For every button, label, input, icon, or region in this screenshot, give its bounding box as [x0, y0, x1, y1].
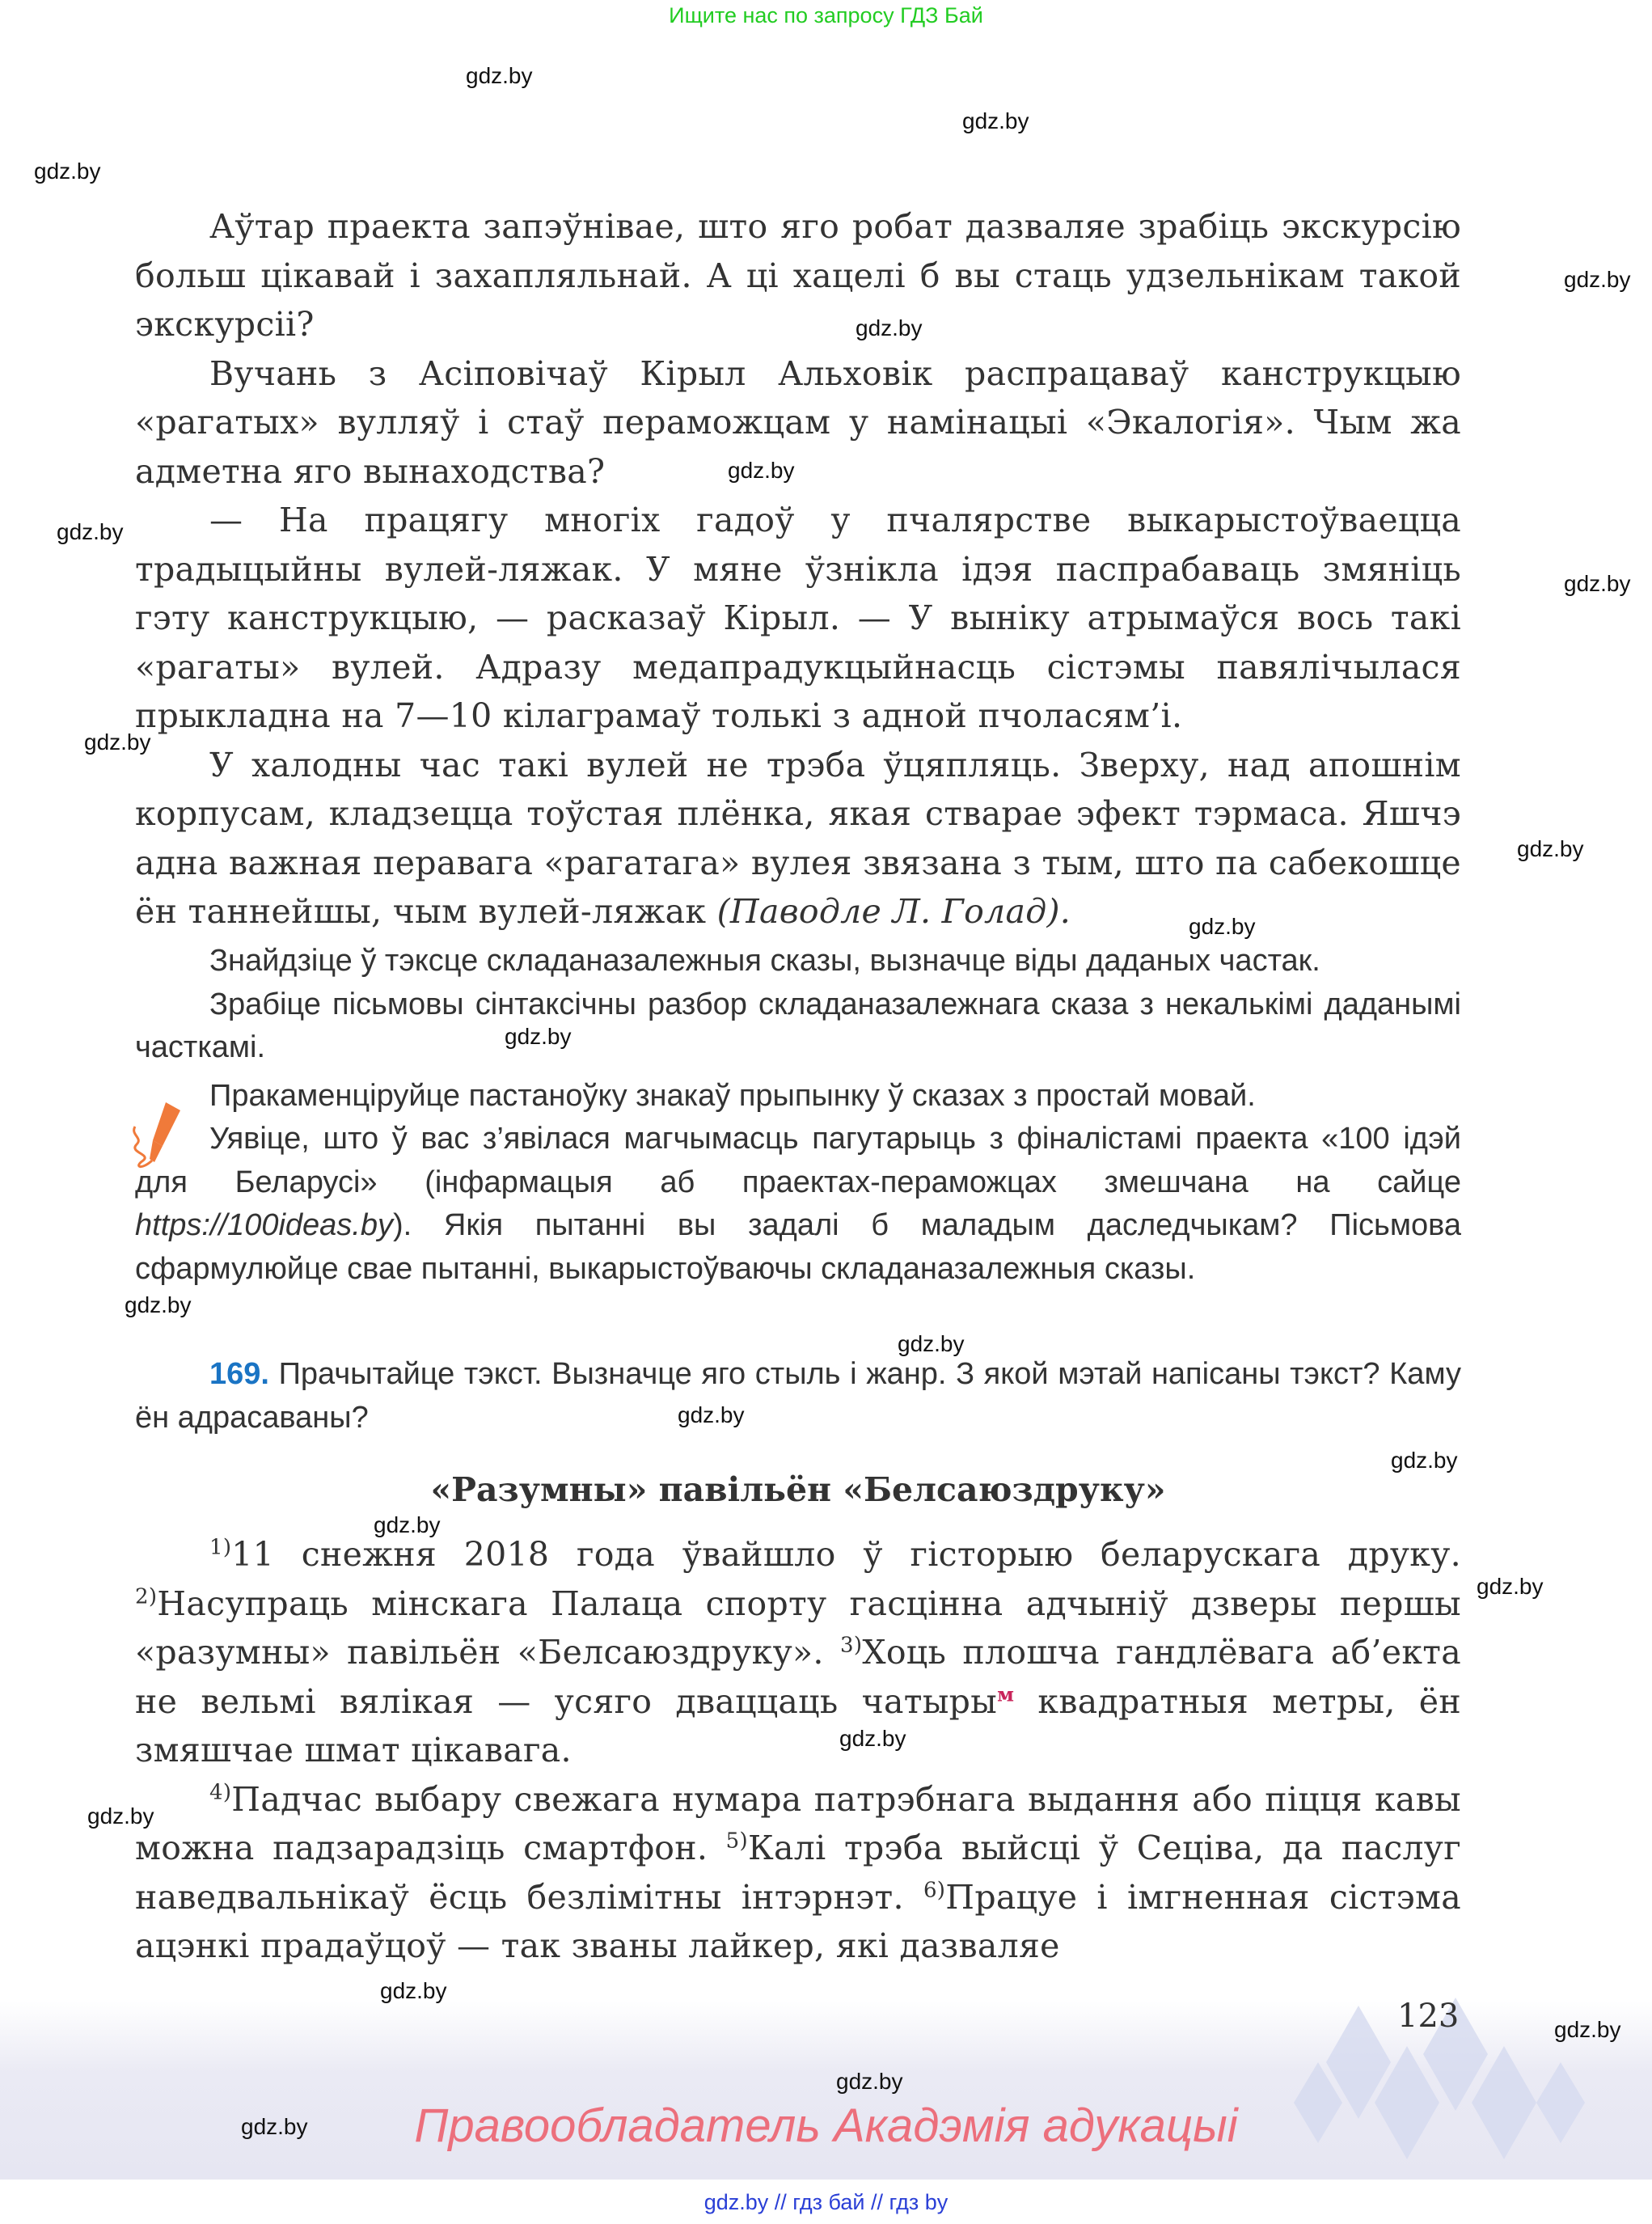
article-text-top: [135, 202, 1461, 937]
watermark: gdz.by: [505, 1024, 572, 1049]
watermark: gdz.by: [34, 159, 101, 184]
watermark: gdz.by: [856, 315, 923, 340]
bottom-links[interactable]: gdz.by // гдз бай // гдз by: [703, 2190, 949, 2214]
watermark: gdz.by: [1554, 2017, 1621, 2042]
watermark: gdz.by: [87, 1803, 154, 1829]
watermark: gdz.by: [1477, 1574, 1544, 1599]
exercise-number: 169.: [209, 1357, 269, 1391]
watermark: gdz.by: [1564, 571, 1631, 596]
top-banner: Ищите нас по запросу ГДЗ Бай: [669, 3, 983, 27]
paragraph: [135, 741, 1461, 937]
article-title: «Разумны» павільён «Белсаюздруку»: [430, 1470, 1166, 1509]
paragraph-text: У халодны час такі вулей не трэба ўцяпляць. Зверху, над апошнім корпусам, кладзецца тоўстая плёнка, якая стварае эфект тэрмаса. Яшчэ адна важная перавага «рагатага» вулея звязана з тым, што па сабекошце ён таннейшы, чым вулей-ляжак: [135, 745, 1461, 931]
watermark: gdz.by: [241, 2114, 308, 2139]
source-attribution: (Паводле Л. Голад).: [716, 892, 1071, 931]
watermark: gdz.by: [898, 1331, 965, 1356]
watermark: gdz.by: [380, 1978, 447, 2003]
watermark: gdz.by: [1189, 914, 1256, 939]
marker-m: м: [997, 1681, 1015, 1706]
page-number: 123: [1397, 1998, 1460, 2035]
paragraph: — На працягу многіх гадоў у пчалярстве выкарыстоўваецца традыцыйны вулей-ляжак. У мяне ўзнікла ідэя паспрабаваць змяніць гэту канструкцыю, — расказаў Кірыл. — У выніку атрымаўся вось такі «рагаты» вулей. Адразу медапрадукцыйнасць сістэмы павялічылася прыкладна на 7—10 кілаграмаў толькі з адной пчоласям’і.: [135, 501, 1461, 735]
paragraph: Аўтар праекта запэўнівае, што яго робат дазваляе зрабіць экскурсію больш цікавай і захапляльнай. А ці хацелі б вы стаць удзельнікам такой экскурсіі?: [135, 207, 1461, 344]
exercise-instruction: 169. Прачытайце тэкст. Вызначце яго стыль і жанр. З якой мэтай напісаны тэкст? Каму ён адрасаваны?: [135, 1357, 1461, 1435]
copyright-notice: Правообладатель Акадэмія адукацыі: [414, 2099, 1238, 2152]
site-link[interactable]: https://100ideas.by: [135, 1208, 393, 1242]
watermark: gdz.by: [125, 1292, 192, 1317]
task-item: Зрабіце пісьмовы сінтаксічны разбор складаназалежнага сказа з некалькімі даданымі часткамі.: [135, 987, 1461, 1064]
task-item: Пракаменціруйце пастаноўку знакаў прыпынку ў сказах з простай мовай.: [209, 1078, 1256, 1113]
task-list: [135, 940, 1461, 1291]
watermark: gdz.by: [84, 729, 151, 755]
watermark: gdz.by: [466, 63, 533, 88]
watermark: gdz.by: [1391, 1448, 1458, 1473]
watermark: gdz.by: [728, 458, 795, 483]
task-item: Знайдзіце ў тэксце складаназалежныя сказы, вызначце віды даданых частак.: [209, 944, 1320, 978]
pen-icon: [125, 1096, 198, 1177]
watermark: gdz.by: [962, 108, 1029, 133]
article-text-bottom: $^{1)}$11 снежня 2018 года ўвайшло ў гісторыю беларускага друку. $^{2)}$Насупраць мінскага Палаца спорту гасцінна адчыніў дзверы першы «разумны» павільён «Белсаюздруку». $^{3)}$Хоць плошча гандлёвага аб’екта не вельмі вялікая — усяго дваццаць чатыры$^м$ квадратныя метры, ён змяшчае шмат цікавага. $^{4)}$Падчас выбару свежага нумара патрэбнага выдання або піцця кавы можна падзарадзіць смартфон. $^{5)}$Калі трэба выйсці ў Сеціва, да паслуг наведвальнікаў ёсць безлімітны інтэрнэт. $^{6)}$Працуе і імгненная сістэма ацэнкі прадаўцоў — так званы лайкер, які дазваляе: [135, 1535, 1462, 1965]
writing-task: Уявіце, што ў вас з’явілася магчымасць пагутарыць з фіналістамі праекта «100 ідэй для Беларусі» (інфармацыя аб праектах-пераможцах змешчана на сайце https://100ideas.by). Якія пытанні вы задалі б маладым даследчыкам? Пісьмова сфармулюйце свае пытанні, выкарыстоўваючы складаназалежныя сказы.: [135, 1122, 1461, 1286]
watermark: gdz.by: [678, 1402, 745, 1427]
paragraph: Вучань з Асіповічаў Кірыл Альховік распрацаваў канструкцыю «рагатых» вулляў і стаў пераможцам у намінацыі «Экалогія». Чым жа адметна яго вынаходства?: [135, 353, 1461, 491]
watermark: gdz.by: [1564, 267, 1631, 292]
watermark: gdz.by: [1517, 836, 1584, 861]
watermark: gdz.by: [839, 1726, 906, 1751]
watermark: gdz.by: [374, 1512, 441, 1537]
watermark: gdz.by: [836, 2069, 903, 2094]
watermark: gdz.by: [57, 519, 124, 544]
